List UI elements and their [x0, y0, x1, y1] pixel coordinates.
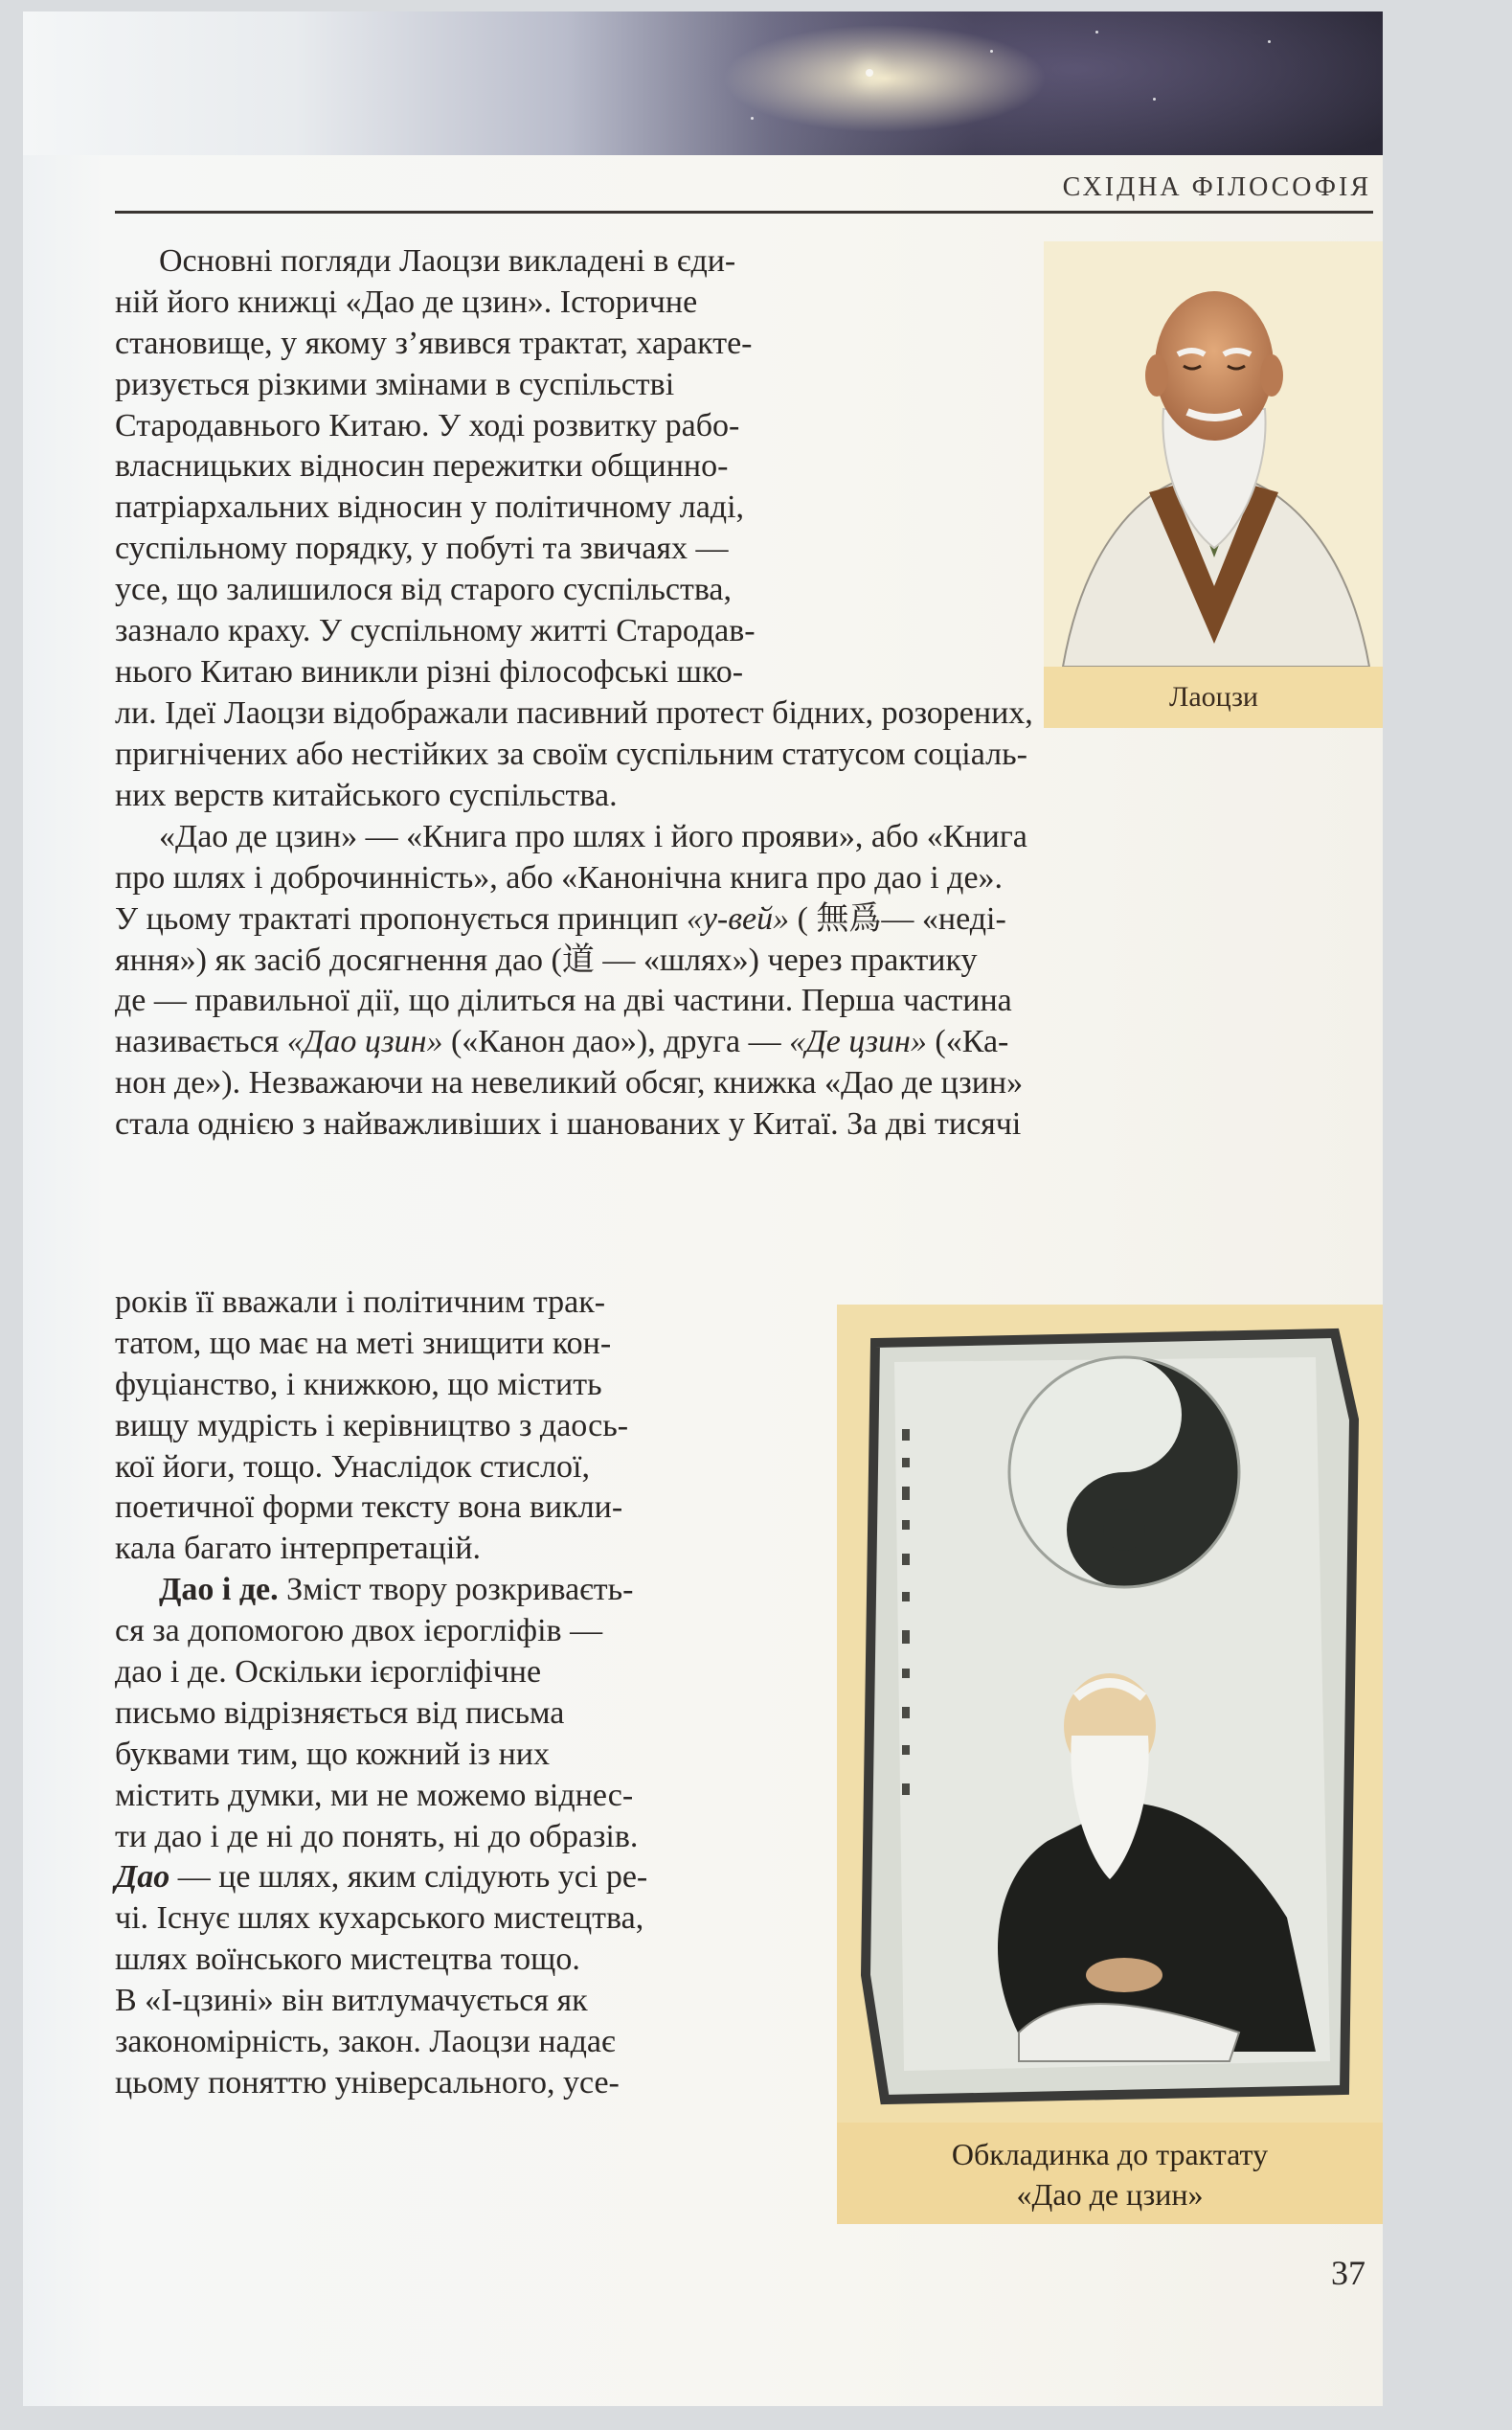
text-line: власницьких відносин пережитки общинно- — [115, 448, 729, 485]
text-run: яння») як засіб досягнення дао ( — [115, 942, 562, 979]
text-line: цьому поняттю універсального, усе- — [115, 2064, 620, 2101]
text-line: «Дао де цзин» — «Книга про шлях і його прояви», або «Книга — [159, 818, 1027, 854]
text-line: фуціанство, і книжкою, що містить — [115, 1366, 602, 1402]
starfield-banner — [23, 11, 1383, 155]
text-line: патріархальних відносин у політичному ладі, — [115, 489, 745, 526]
text-run: — «неді- — [881, 901, 1006, 938]
page-number: 37 — [1331, 2254, 1365, 2292]
hieroglyph-wu-wei: 無爲 — [816, 899, 882, 939]
text-line — [115, 1857, 820, 1898]
text-line: нього Китаю виникли різні філософські шко- — [115, 653, 744, 690]
term-u-vei: «у-вей» — [686, 901, 790, 938]
text-line: В «І-цзині» він витлумачується як — [115, 1983, 588, 2019]
text-line: вищу мудрість і керівництво з даось- — [115, 1407, 629, 1443]
portrait-caption: Лаоцзи — [1044, 667, 1383, 728]
text-line: поетичної форми тексту вона викли- — [115, 1489, 623, 1526]
text-line: ся за допомогою двох ієрогліфів — — [115, 1613, 603, 1649]
text-column-full — [115, 693, 1379, 1146]
text-line — [115, 940, 1379, 981]
text-run: («Ка- — [926, 1024, 1009, 1060]
treatise-cover-figure — [837, 1305, 1383, 2224]
text-line — [115, 1022, 1379, 1063]
text-line: Основні погляди Лаоцзи викладені в єди- — [159, 243, 736, 279]
text-line: ризується різкими змінами в суспільстві — [115, 366, 675, 402]
term-dao-tszin: «Дао цзин» — [286, 1024, 443, 1060]
text-line: шлях воїнського мистецтва тощо. — [115, 1942, 580, 1978]
text-line: містить думки, ми не можемо віднес- — [115, 1777, 634, 1813]
text-run: — це шлях, яким слідують усі ре- — [169, 1859, 648, 1896]
text-line: пригнічених або нестійких за своїм суспільним статусом соціаль- — [115, 736, 1027, 772]
text-run: ( — [789, 901, 817, 938]
text-line: зазнало краху. У суспільному житті Стародав- — [115, 613, 756, 649]
text-line: ти дао і де ні до понять, ні до образів. — [115, 1818, 639, 1854]
text-line: татом, що має на меті знищити кон- — [115, 1325, 612, 1361]
text-line: стала однією з найважливіших і шанованих у Китаї. За дві тисячі — [115, 1105, 1022, 1142]
text-line: письмо відрізняється від письма — [115, 1694, 565, 1731]
text-line — [115, 1570, 820, 1611]
cover-caption — [837, 2123, 1383, 2224]
text-line: років її вважали і політичним трак- — [115, 1284, 606, 1320]
cover-caption-line1: Обкладинка до трактату — [951, 2137, 1269, 2171]
text-line — [115, 898, 1379, 940]
section-title: СХІДНА ФІЛОСОФІЯ — [1062, 172, 1371, 202]
text-run: Зміст твору розкриваєть- — [278, 1572, 634, 1608]
cover-caption-line2: «Дао де цзин» — [1016, 2177, 1204, 2212]
text-run: називається — [115, 1024, 287, 1060]
text-column-top — [115, 241, 1025, 693]
text-line: чі. Існує шлях кухарського мистецтва, — [115, 1900, 644, 1937]
text-column-bottom — [115, 1283, 820, 2104]
header-rule — [115, 211, 1373, 214]
text-line: них верств китайського суспільства. — [115, 777, 618, 813]
book-page — [23, 11, 1383, 2406]
text-line: буквами тим, що кожний із них — [115, 1736, 550, 1772]
text-line: ній його книжці «Дао де цзин». Історичне — [115, 284, 698, 320]
text-line: Стародавнього Китаю. У ході розвитку рабо- — [115, 407, 740, 443]
text-line: ли. Ідеї Лаоцзи відображали пасивний протест бідних, розорених, — [115, 695, 1033, 731]
text-line: нон де»). Незважаючи на невеликий обсяг, книжка «Дао де цзин» — [115, 1065, 1024, 1101]
text-run: У цьому трактаті пропонується принцип — [115, 901, 687, 938]
laozi-portrait-image — [1044, 241, 1383, 667]
hieroglyph-dao: 道 — [561, 941, 595, 980]
term-de-tszin: «Де цзин» — [789, 1024, 927, 1060]
text-run: — «шлях») через практику — [594, 942, 978, 979]
text-line: суспільному порядку, у побуті та звичаях — — [115, 531, 729, 567]
text-line: кала багато інтерпретацій. — [115, 1531, 481, 1567]
text-line: закономірність, закон. Лаоцзи надає — [115, 2024, 616, 2060]
term-dao: Дао — [115, 1859, 170, 1896]
text-line: становище, у якому з’явився трактат, характе- — [115, 325, 753, 361]
laozi-portrait-figure — [1044, 241, 1383, 728]
text-line: кої йоги, тощо. Унаслідок стислої, — [115, 1448, 591, 1485]
treatise-cover-image — [837, 1305, 1383, 2123]
text-line: дао і де. Оскільки ієрогліфічне — [115, 1654, 542, 1691]
text-line: про шлях і доброчинність», або «Канонічна книга про дао і де». — [115, 859, 1004, 896]
text-line: усе, що залишилося від старого суспільства, — [115, 572, 733, 608]
text-line: де — правильної дії, що ділиться на дві частини. Перша частина — [115, 983, 1012, 1019]
subheading-dao-i-de: Дао і де. — [159, 1572, 279, 1608]
text-run: («Канон дао»), друга — — [442, 1024, 790, 1060]
